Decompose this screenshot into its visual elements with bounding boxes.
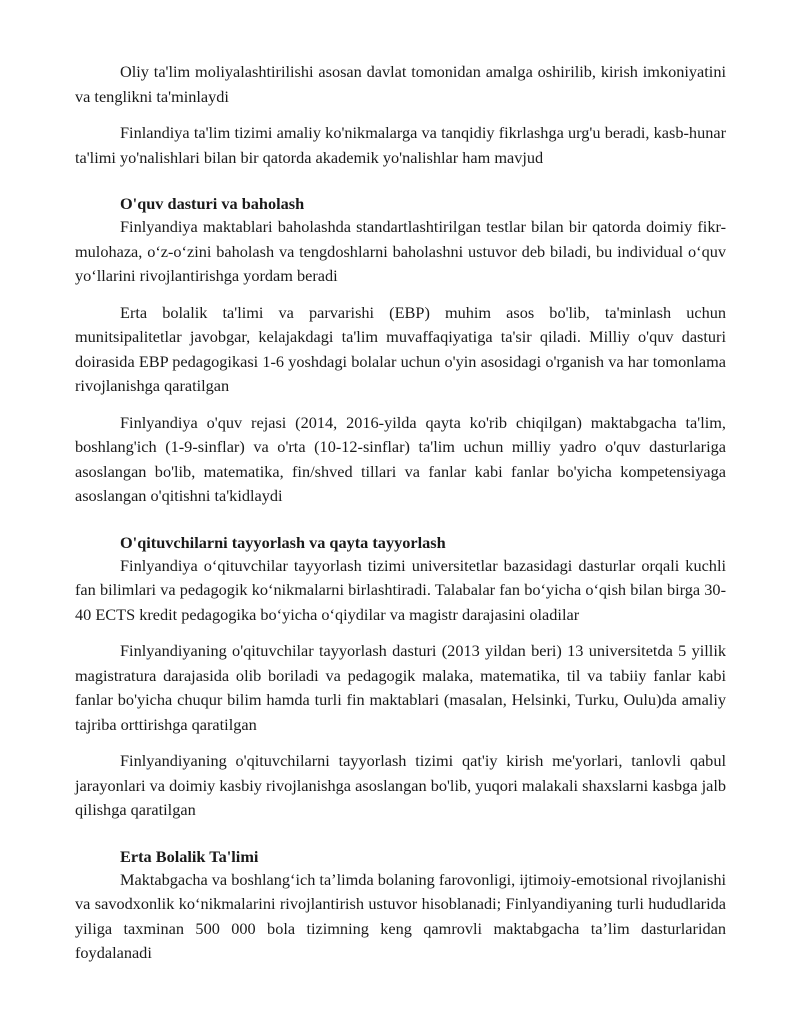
heading-curriculum-assessment: O'quv dasturi va baholash xyxy=(120,194,305,213)
paragraph-preschool: Maktabgacha va boshlang‘ich ta’limda bolaning farovonligi, ijtimoiy-emotsional rivojlanishi va savodxonlik ko‘nikmalarini rivojlantirish ustuvor hisoblanadi; Finlyandiyaning turli hududlarida yiliga taxminan 500 000 bola tizimning keng qamrovli maktabgacha ta’lim dasturlaridan foydalanadi xyxy=(75,869,726,962)
document-page xyxy=(75,60,726,966)
paragraph-ecec: Erta bolalik ta'limi va parvarishi (EBP) muhim asos bo'lib, ta'minlash uchun munitsipalitetlar javobgar, kelajakdagi ta'lim muvaffaqiyatiga ta'sir qiladi. Milliy o'quv dasturi doirasida EBP pedagogikasi 1-6 yoshdagi bolalar uchun o'yin asosidagi o'rganish va har tomonlama rivojlanishga qaratilgan xyxy=(75,302,726,395)
paragraph-teacher-selection: Finlyandiyaning o'qituvchilarni tayyorlash tizimi qat'iy kirish me'yorlari, tanlovli qabul jarayonlari va doimiy kasbiy rivojlanishga asoslangan bo'lib, yuqori malakali shaxslarni kasbga jalb qilishga qaratilgan xyxy=(75,751,726,819)
paragraph-core-curriculum: Finlyandiya o'quv rejasi (2014, 2016-yilda qayta ko'rib chiqilgan) maktabgacha ta'lim, boshlang'ich (1-9-sinflar) va o'rta (10-12-sinflar) ta'lim uchun milliy yadro o'quv dasturlariga asoslangan bo'lib, matematika, fin/shved tillari va fanlar kabi fanlar bo'yicha kompetensiyaga asoslangan o'qitishni ta'kidlaydi xyxy=(75,412,726,505)
paragraph-higher-ed-funding: Oliy ta'lim moliyalashtirilishi asosan davlat tomonidan amalga oshirilib, kirish imkoniyatini va tenglikni ta'minlaydi xyxy=(75,62,726,106)
paragraph-practical-skills: Finlandiya ta'lim tizimi amaliy ko'nikmalarga va tanqidiy fikrlashga urg'u beradi, kasb-hunar ta'limi yo'nalishlari bilan bir qatorda akademik yo'nalishlar ham mavjud xyxy=(75,123,726,167)
heading-teacher-training: O'qituvchilarni tayyorlash va qayta tayyorlash xyxy=(120,532,446,552)
paragraph-assessment: Finlyandiya maktablari baholashda standartlashtirilgan testlar bilan bir qatorda doimiy fikr-mulohaza, o‘z-o‘zini baholash va tengdoshlarni baholashni ustuvor deb biladi, bu individual o‘quv yo‘llarini rivojlantirishga yordam beradi xyxy=(75,217,726,285)
paragraph-teacher-training-system: Finlyandiya o‘qituvchilar tayyorlash tizimi universitetlar bazasidagi dasturlar orqali kuchli fan bilimlari va pedagogik ko‘nikmalarni birlashtiradi. Talabalar fan bo‘yicha o‘qish bilan birga 30-40 ECTS kredit pedagogika bo‘yicha o‘qiydilar va magistr darajasini oladilar xyxy=(75,555,726,624)
paragraph-teacher-programme: Finlyandiyaning o'qituvchilar tayyorlash dasturi (2013 yildan beri) 13 universitetda 5 yillik magistratura darajasida olib boriladi va pedagogik malaka, matematika, til va tabiiy fanlar kabi fanlar bo'yicha chuqur bilim hamda turli fin maktablari (masalan, Helsinki, Turku, Oulu)da amaliy tajriba orttirishga qaratilgan xyxy=(75,641,726,734)
heading-early-childhood: Erta Bolalik Ta'limi xyxy=(120,846,259,866)
